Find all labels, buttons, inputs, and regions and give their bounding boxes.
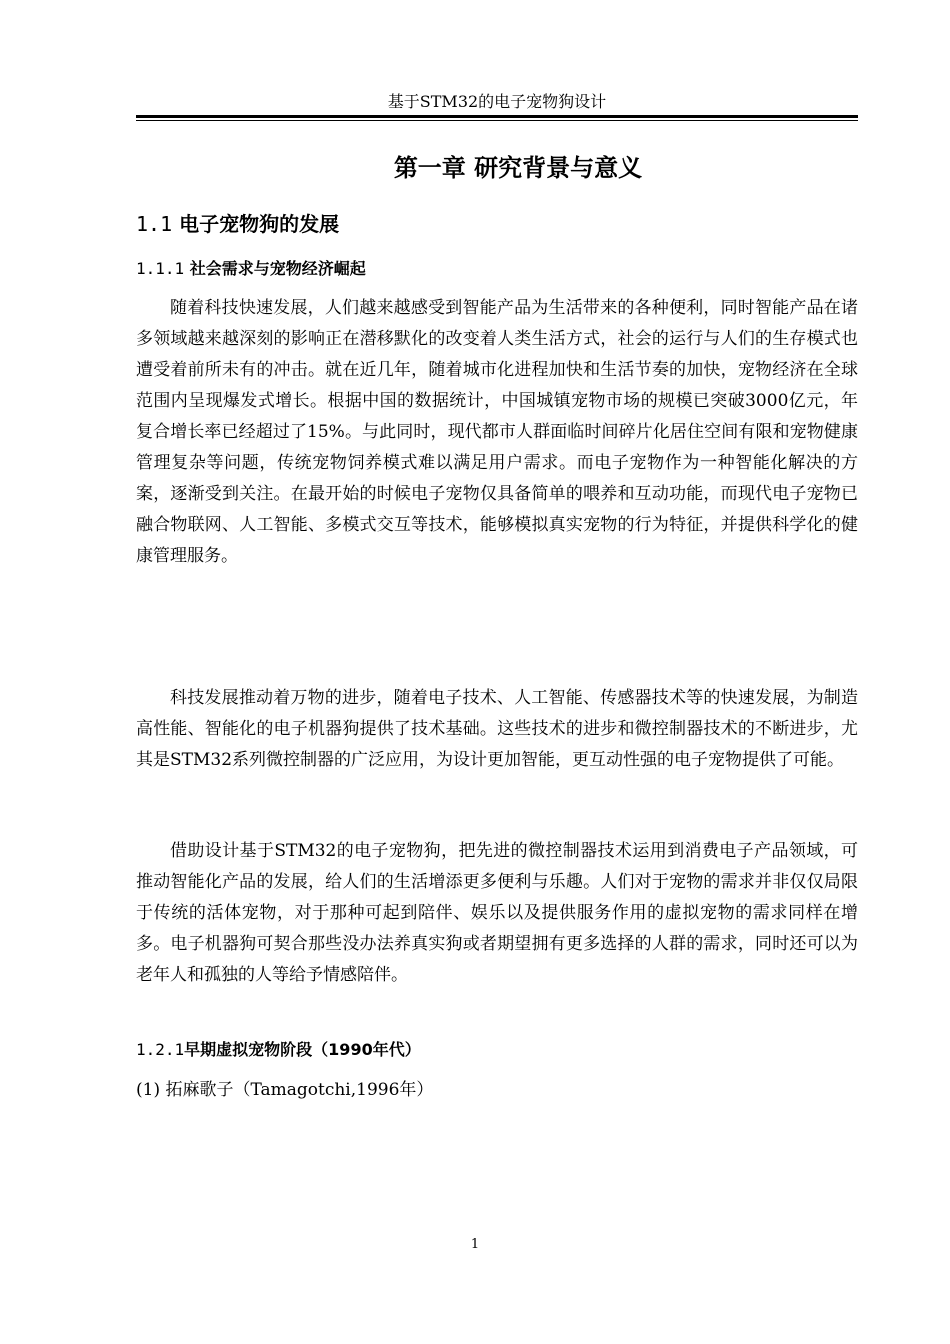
section-title: 电子宠物狗的发展 <box>179 212 340 236</box>
header-rule-thick <box>136 115 858 118</box>
page-number: 1 <box>470 1237 480 1252</box>
section-heading-1-1 <box>136 210 339 238</box>
list-item: (1) 拓麻歌子（Tamagotchi,1996年） <box>136 1080 434 1100</box>
subsection-heading-1-1-1 <box>136 257 366 281</box>
subsection-title: 社会需求与宠物经济崛起 <box>189 259 366 278</box>
subsection-title: 早期虚拟宠物阶段（1990年代） <box>184 1040 421 1059</box>
body-paragraph: 借助设计基于STM32的电子宠物狗，把先进的微控制器技术运用到消费电子产品领域，可推动智能化产品的发展，给人们的生活增添更多便利与乐趣。人们对于宠物的需求并非仅仅局限于传统的活体宠物，对于那种可起到陪伴、娱乐以及提供服务作用的虚拟宠物的需求同样在增多。电子机器狗可契合那些没办法养真实狗或者期望拥有更多选择的人群的需求，同时还可以为老年人和孤独的人等给予情感陪伴。 <box>136 841 858 985</box>
subsection-heading-1-2-1 <box>136 1038 421 1062</box>
header-rule-thin <box>136 120 858 121</box>
section-number: 1.1 <box>136 212 173 236</box>
running-header: 基于STM32的电子宠物狗设计 <box>387 92 607 111</box>
subsection-number: 1.1.1 <box>136 259 185 278</box>
chapter-title: 第一章 研究背景与意义 <box>393 154 643 182</box>
subsection-number: 1.2.1 <box>136 1040 185 1059</box>
body-paragraph: 随着科技快速发展，人们越来越感受到智能产品为生活带来的各种便利，同时智能产品在诸多领域越来越深刻的影响正在潜移默化的改变着人类生活方式，社会的运行与人们的生存模式也遭受着前所未有的冲击。就在近几年，随着城市化进程加快和生活节奏的加快，宠物经济在全球范围内呈现爆发式增长。根据中国的数据统计，中国城镇宠物市场的规模已突破3000亿元，年复合增长率已经超过了15%。与此同时，现代都市人群面临时间碎片化居住空间有限和宠物健康管理复杂等问题，传统宠物饲养模式难以满足用户需求。而电子宠物作为一种智能化解决的方案，逐渐受到关注。在最开始的时候电子宠物仅具备简单的喂养和互动功能，而现代电子宠物已融合物联网、人工智能、多模式交互等技术，能够模拟真实宠物的行为特征，并提供科学化的健康管理服务。 <box>136 298 858 566</box>
body-paragraph: 科技发展推动着万物的进步，随着电子技术、人工智能、传感器技术等的快速发展，为制造高性能、智能化的电子机器狗提供了技术基础。这些技术的进步和微控制器技术的不断进步，尤其是STM32系列微控制器的广泛应用，为设计更加智能，更互动性强的电子宠物提供了可能。 <box>136 688 858 770</box>
